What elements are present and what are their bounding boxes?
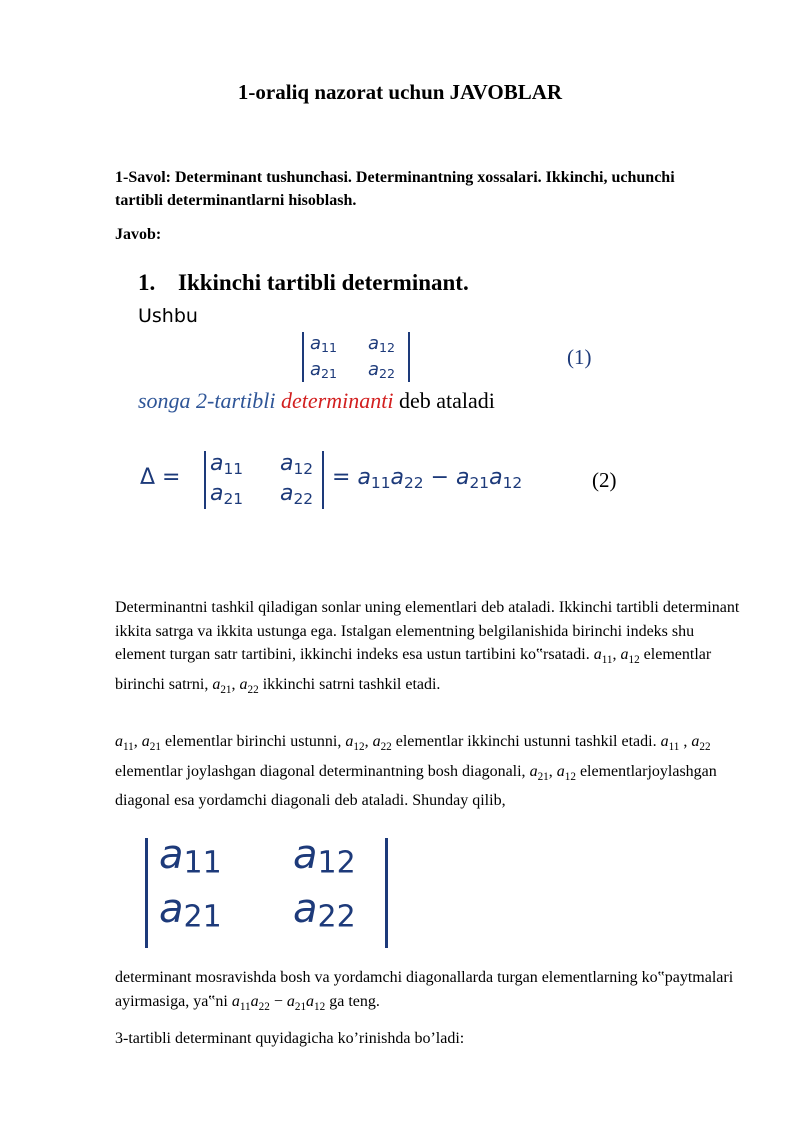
math-element: $a_{22}$ bbox=[372, 733, 392, 754]
matrix-element: $a_{22}$ bbox=[280, 481, 314, 508]
math-element: $a_{21}$ bbox=[141, 733, 161, 754]
paragraph-text: elementlar ikkinchi ustunni tashkil etadi. bbox=[395, 733, 657, 750]
math-element: $a_{22}$ bbox=[691, 733, 711, 754]
math-element: $a_{11}$ bbox=[115, 733, 134, 754]
math-element: $a_{12}$ bbox=[345, 733, 365, 754]
paragraph-text: Determinantni tashkil qiladigan sonlar uning elementlari deb ataladi. Ikkinchi tartibli determinant ikkita satrga va ikkita ustunga ega. Istalgan elementning belgilanishida birinchi indeks shu element turgan satr tartibini, ikkinchi indeks esa ustun tartibini ko‟rsatadi. bbox=[115, 599, 740, 663]
math-element: $a_{21}$ bbox=[212, 675, 232, 696]
math-element: $a_{11}$ bbox=[660, 733, 680, 754]
paragraph-text: determinant mosravishda bosh va yordamchi diagonallarda turgan elementlarning ko‟paytmalari ayirmasiga, ya‟ni bbox=[115, 969, 734, 1010]
page-title: 1-oraliq nazorat uchun JAVOBLAR bbox=[237, 80, 563, 104]
definition-keyword: determinanti bbox=[281, 388, 394, 413]
paragraph-elements: Determinantni tashkil qiladigan sonlar uning elementlari deb ataladi. Ikkinchi tartibli determinant ikkita satrga va ikkita ustunga ega. Istalgan elementning belgilanishida birinchi indeks shu element turgan satr tartibini, ikkinchi indeks esa ustun tartibini ko‟rsatadi. $a_{11}$, $a_{12}$ elementlar birinchi satrni, $a_{21}$, $a_{22}$ ikkinchi satrni tashkil etadi. bbox=[115, 599, 740, 696]
paragraph-text: elementlar birinchi satrni, bbox=[115, 646, 712, 693]
paragraph-text: ga teng. bbox=[329, 992, 380, 1010]
definition-line bbox=[138, 388, 495, 414]
determinant-bar-right bbox=[322, 451, 324, 509]
math-element: $a_{21}$ bbox=[529, 762, 549, 783]
answer-label: Javob: bbox=[115, 226, 162, 243]
section-number: 1. bbox=[138, 270, 156, 295]
matrix-equation-1 bbox=[302, 332, 412, 382]
matrix-element: $a_{22}$ bbox=[293, 886, 356, 935]
equation-number-1: (1) bbox=[567, 345, 592, 369]
matrix-element: $a_{22}$ bbox=[368, 359, 396, 382]
matrix-element: $a_{11}$ bbox=[159, 832, 222, 881]
formula-expansion: = $a_{11}a_{22} - a_{21}a_{12}$ bbox=[332, 465, 523, 492]
math-element: $a_{12}$ bbox=[556, 762, 576, 783]
equation-number-2: (2) bbox=[592, 468, 617, 492]
paragraph-text: elementlar birinchi ustunni, bbox=[164, 733, 342, 750]
paragraph-text: elementlarjoylashgan diagonal esa yordamchi diagonali deb ataladi. Shunday qilib, bbox=[115, 762, 717, 810]
delta-formula bbox=[140, 447, 580, 511]
math-element: $a_{12}$ bbox=[620, 646, 640, 667]
paragraph-third-order: 3-tartibli determinant quyidagicha ko’rinishda bo’ladi: bbox=[115, 1030, 465, 1047]
math-element: $a_{22}$ bbox=[239, 675, 259, 696]
math-element: $a_{11}$ bbox=[593, 646, 613, 667]
question-text: 1-Savol: Determinant tushunchasi. Determinantning xossalari. Ikkinchi, uchunchi tartibli determinantlarni hisoblash. bbox=[115, 169, 675, 209]
delta-symbol: Δ = bbox=[140, 465, 181, 490]
ushbu-label: Ushbu bbox=[138, 305, 198, 327]
math-expression: $a_{21}a_{12}$ bbox=[286, 992, 326, 1013]
section-title: Ikkinchi tartibli determinant. bbox=[178, 270, 469, 295]
paragraph-text: elementlar joylashgan diagonal determinantning bosh diagonali, bbox=[115, 762, 526, 780]
definition-part-3: deb ataladi bbox=[393, 388, 495, 413]
determinant-bar-left bbox=[145, 838, 148, 948]
determinant-bar-left bbox=[204, 451, 206, 509]
paragraph-columns: $a_{11}$, $a_{21}$ elementlar birinchi ustunni, $a_{12}$, $a_{22}$ elementlar ikkinchi ustunni tashkil etadi. $a_{11}$ , $a_{22}$ elementlar joylashgan diagonal determinantning bosh diagonali, $a_{21}$, $a_{12}$ elementlarjoylashgan diagonal esa yordamchi diagonali deb ataladi. Shunday qilib, bbox=[115, 733, 717, 810]
section-heading bbox=[138, 270, 469, 296]
scan-artifact bbox=[668, 576, 738, 582]
matrix-element: $a_{12}$ bbox=[280, 451, 314, 478]
matrix-element: $a_{11}$ bbox=[310, 333, 338, 356]
matrix-element: $a_{21}$ bbox=[159, 886, 222, 935]
paragraph-text: ikkinchi satrni tashkil etadi. bbox=[262, 675, 441, 693]
matrix-element: $a_{11}$ bbox=[210, 451, 244, 478]
determinant-bar-left bbox=[302, 332, 304, 382]
definition-part-1: songa 2-tartibli bbox=[138, 388, 282, 413]
matrix-element: $a_{21}$ bbox=[310, 359, 338, 382]
matrix-element: $a_{21}$ bbox=[210, 481, 244, 508]
math-expression: $a_{11}a_{22}$ bbox=[231, 992, 270, 1013]
matrix-large bbox=[145, 832, 390, 948]
determinant-bar-right bbox=[408, 332, 410, 382]
paragraph-conclusion: determinant mosravishda bosh va yordamchi diagonallarda turgan elementlarning ko‟paytmalari ayirmasiga, ya‟ni $a_{11}a_{22} - a_{21}a_{12}$ ga teng. bbox=[115, 969, 734, 1013]
determinant-bar-right bbox=[385, 838, 388, 948]
matrix-element: $a_{12}$ bbox=[368, 333, 396, 356]
matrix-element: $a_{12}$ bbox=[293, 832, 356, 881]
